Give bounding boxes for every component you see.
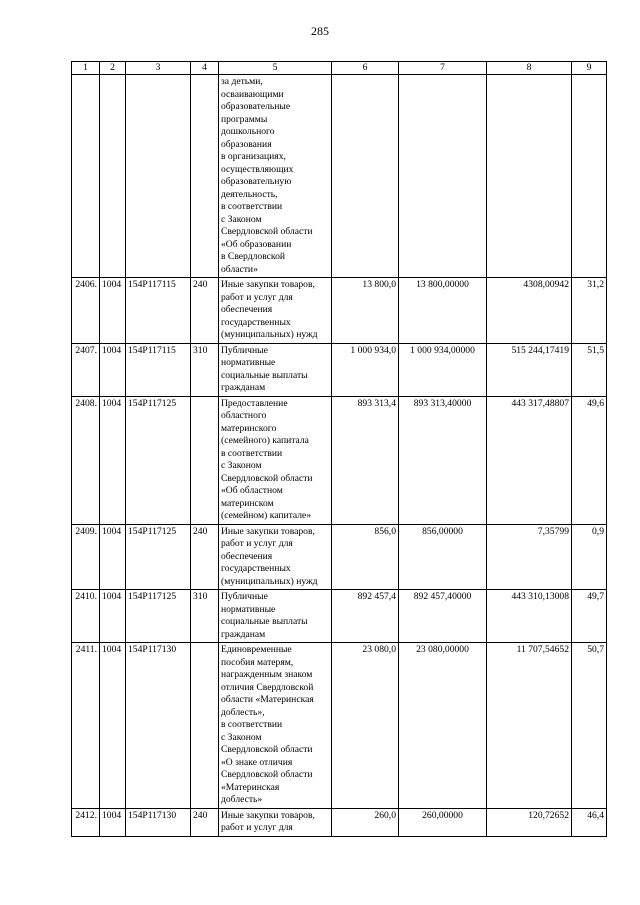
description-line: работ и услуг для [221, 822, 293, 833]
value-col8: 7,35799 [487, 524, 572, 590]
description-line: области «Материнская [221, 694, 314, 705]
value-col9 [572, 75, 607, 278]
expense-type-code: 240 [191, 808, 219, 836]
description-line: доблесть», [221, 706, 265, 718]
description-line: Публичные [221, 591, 268, 602]
value-col8 [487, 75, 572, 278]
table-row [72, 808, 607, 836]
row-number: 2409. [72, 524, 100, 590]
description-line: государственных [221, 316, 291, 328]
description-line: обеспечения [221, 550, 273, 562]
column-header: 3 [126, 62, 191, 75]
expense-type-code: 310 [191, 590, 219, 643]
description-line: Иные закупки товаров, [221, 279, 315, 290]
budget-table [71, 61, 607, 837]
description-line: материнском [221, 497, 274, 509]
value-col9: 50,7 [572, 643, 607, 809]
description-line: в Свердловской [221, 251, 286, 262]
description-line: (муниципальных) нужд [221, 329, 318, 340]
section-code: 1004 [100, 278, 126, 344]
value-col9: 49,6 [572, 396, 607, 524]
description-line: областного [221, 410, 267, 421]
description-line: гражданам [221, 382, 266, 393]
value-col6: 856,0 [332, 524, 399, 590]
row-number: 2406. [72, 278, 100, 344]
description-line: (семейном) капитале» [221, 510, 312, 521]
table-row [72, 75, 607, 278]
description-line: Свердловской области [221, 769, 313, 780]
description-line: программы [221, 113, 268, 125]
description-line: нормативные [221, 357, 276, 368]
section-code: 1004 [100, 590, 126, 643]
description [219, 524, 332, 590]
column-header: 7 [399, 62, 487, 75]
value-col9: 0,9 [572, 524, 607, 590]
target-article-code: 154P117115 [126, 278, 191, 344]
description-line: пособия матерям, [221, 656, 294, 668]
description-line: деятельность, [221, 188, 278, 200]
row-number: 2407. [72, 343, 100, 396]
value-col6: 23 080,0 [332, 643, 399, 809]
expense-type-code [191, 75, 219, 278]
description-line: государственных [221, 563, 291, 574]
description-line: дошкольного [221, 126, 275, 137]
description-line: Свердловской области [221, 226, 313, 237]
description-line: за детьми, [221, 76, 263, 87]
description-line: «Об областном [221, 485, 283, 496]
description-line: образовательную [221, 176, 292, 187]
column-header: 8 [487, 62, 572, 75]
value-col7: 893 313,40000 [399, 396, 487, 524]
description-line: Иные закупки товаров, [221, 809, 315, 821]
value-col8: 120,72652 [487, 808, 572, 836]
description [219, 808, 332, 836]
description-line: Свердловской области [221, 744, 313, 755]
value-col8: 443 310,13008 [487, 590, 572, 643]
column-header: 6 [332, 62, 399, 75]
description-line: (семейного) капитала [221, 435, 309, 446]
description-line: с Законом [221, 731, 262, 743]
expense-type-code: 310 [191, 343, 219, 396]
description-line: Иные закупки товаров, [221, 525, 315, 537]
expense-type-code [191, 643, 219, 809]
description-line: (муниципальных) нужд [221, 575, 318, 587]
value-col7: 13 800,00000 [399, 278, 487, 344]
target-article-code: 154P117130 [126, 643, 191, 809]
value-col6: 1 000 934,0 [332, 343, 399, 396]
description [219, 75, 332, 278]
description-line: осуществляющих [221, 163, 294, 175]
description-line: Предоставление [221, 397, 288, 409]
column-header: 5 [219, 62, 332, 75]
page-number: 285 [311, 24, 329, 38]
value-col7: 856,00000 [399, 524, 487, 590]
value-col7: 892 457,40000 [399, 590, 487, 643]
description-line: социальные выплаты [221, 369, 308, 381]
table-row [72, 278, 607, 344]
column-header: 1 [72, 62, 100, 75]
table-body [72, 75, 607, 837]
value-col9: 46,4 [572, 808, 607, 836]
description-line: образования [221, 138, 272, 150]
value-col8: 443 317,48807 [487, 396, 572, 524]
description-line: работ и услуг для [221, 291, 293, 303]
description [219, 643, 332, 809]
description-line: в соответствии [221, 719, 283, 730]
value-col7: 260,00000 [399, 808, 487, 836]
description-line: Публичные [221, 344, 268, 356]
description [219, 396, 332, 524]
target-article-code [126, 75, 191, 278]
row-number [72, 75, 100, 278]
value-col7: 1 000 934,00000 [399, 343, 487, 396]
target-article-code: 154P117125 [126, 590, 191, 643]
value-col6 [332, 75, 399, 278]
table-row [72, 343, 607, 396]
section-code [100, 75, 126, 278]
value-col9: 49,7 [572, 590, 607, 643]
value-col7 [399, 75, 487, 278]
description [219, 278, 332, 344]
description [219, 590, 332, 643]
description-line: «Материнская [221, 781, 280, 793]
value-col9: 31,2 [572, 278, 607, 344]
value-col8: 4308,00942 [487, 278, 572, 344]
target-article-code: 154P117130 [126, 808, 191, 836]
row-number: 2408. [72, 396, 100, 524]
description-line: с Законом [221, 213, 262, 225]
target-article-code: 154P117125 [126, 396, 191, 524]
value-col9: 51,5 [572, 343, 607, 396]
table-row [72, 396, 607, 524]
target-article-code: 154P117115 [126, 343, 191, 396]
description-line: осваивающими [221, 88, 284, 100]
column-header: 9 [572, 62, 607, 75]
expense-type-code: 240 [191, 524, 219, 590]
section-code: 1004 [100, 808, 126, 836]
section-code: 1004 [100, 396, 126, 524]
row-number: 2410. [72, 590, 100, 643]
value-col6: 260,0 [332, 808, 399, 836]
description-line: в соответствии [221, 447, 283, 459]
value-col6: 893 313,4 [332, 396, 399, 524]
expense-type-code [191, 396, 219, 524]
row-number: 2411. [72, 643, 100, 809]
description-line: в соответствии [221, 201, 283, 212]
header-row [72, 62, 607, 75]
description-line: «Об образовании [221, 238, 292, 250]
value-col8: 515 244,17419 [487, 343, 572, 396]
value-col6: 13 800,0 [332, 278, 399, 344]
table-row [72, 524, 607, 590]
description-line: обеспечения [221, 304, 273, 315]
description-line: в организациях, [221, 151, 286, 162]
description-line: работ и услуг для [221, 538, 293, 549]
description-line: награжденным знаком [221, 669, 313, 680]
table-row [72, 643, 607, 809]
table-row [72, 590, 607, 643]
description-line: нормативные [221, 603, 276, 615]
section-code: 1004 [100, 343, 126, 396]
description-line: материнского [221, 422, 277, 434]
target-article-code: 154P117125 [126, 524, 191, 590]
description-line: области» [221, 263, 258, 275]
description-line: Свердловской области [221, 472, 313, 484]
section-code: 1004 [100, 643, 126, 809]
row-number: 2412. [72, 808, 100, 836]
value-col7: 23 080,00000 [399, 643, 487, 809]
value-col6: 892 457,4 [332, 590, 399, 643]
description-line: Единовременные [221, 644, 292, 655]
description [219, 343, 332, 396]
value-col8: 11 707,54652 [487, 643, 572, 809]
section-code: 1004 [100, 524, 126, 590]
description-line: отличия Свердловской [221, 681, 314, 693]
description-line: доблесть» [221, 794, 263, 805]
column-header: 2 [100, 62, 126, 75]
expense-type-code: 240 [191, 278, 219, 344]
description-line: образовательные [221, 101, 291, 112]
description-line: с Законом [221, 460, 262, 471]
description-line: «О знаке отличия [221, 756, 293, 768]
column-header: 4 [191, 62, 219, 75]
description-line: гражданам [221, 628, 266, 640]
description-line: социальные выплаты [221, 616, 308, 627]
